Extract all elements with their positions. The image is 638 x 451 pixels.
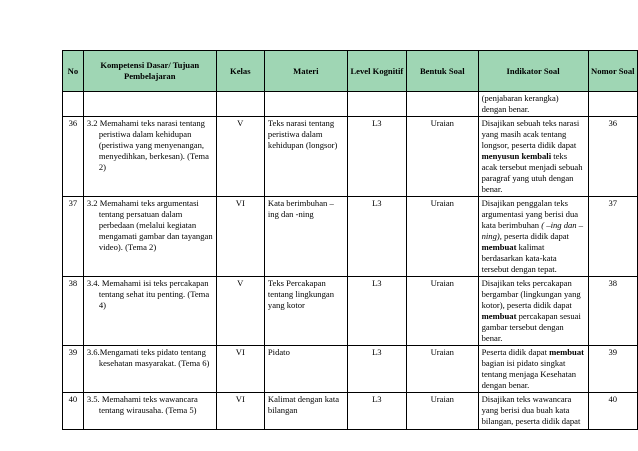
header-indikator: Indikator Soal: [478, 51, 588, 92]
cell-materi: Teks narasi tentang peristiwa dalam kehidupan (longsor): [264, 117, 347, 197]
indikator-continuation: (penjabaran kerangka) dengan benar.: [478, 92, 588, 117]
cell-kompetensi: 3.2 Memahami teks narasi tentang peristiwa dalam kehidupan (peristiwa yang menyenangan, menyedihkan, berkesan). (Tema 2): [83, 117, 216, 197]
cell-no: 37: [63, 197, 84, 277]
cell-bentuk: Uraian: [406, 393, 478, 430]
cell-kompetensi: 3.6.Mengamati teks pidato tentang kesehatan masyarakat. (Tema 6): [83, 346, 216, 393]
cell-kelas: VI: [216, 393, 264, 430]
table-row: [63, 393, 638, 430]
cell-nomor: 40: [588, 393, 637, 430]
cell-level: L3: [347, 117, 406, 197]
table-row: [63, 277, 638, 346]
cell-nomor: 37: [588, 197, 637, 277]
cell-kompetensi: 3.5. Memahami teks wawancara tentang wirausaha. (Tema 5): [83, 393, 216, 430]
header-kelas: Kelas: [216, 51, 264, 92]
cell-level: L3: [347, 277, 406, 346]
cell-no: 38: [63, 277, 84, 346]
header-no: No: [63, 51, 84, 92]
kisi-kisi-table: [62, 50, 638, 430]
cell-indikator: Disajikan teks wawancara yang berisi dua buah kata bilangan, peserta didik dapat: [478, 393, 588, 430]
table-row: [63, 346, 638, 393]
cell-no: 40: [63, 393, 84, 430]
cell-nomor: 36: [588, 117, 637, 197]
cell-kelas: V: [216, 277, 264, 346]
cell-bentuk: Uraian: [406, 117, 478, 197]
cell-materi: Teks Percakapan tentang lingkungan yang kotor: [264, 277, 347, 346]
header-row: [63, 51, 638, 92]
cell-bentuk: Uraian: [406, 277, 478, 346]
header-level: Level Kognitif: [347, 51, 406, 92]
cell-indikator: Disajikan sebuah teks narasi yang masih acak tentang longsor, peserta didik dapat menyusun kembali teks acak tersebut menjadi sebuah paragraf yang utuh dengan benar.: [478, 117, 588, 197]
table-row: [63, 197, 638, 277]
cell-level: L3: [347, 197, 406, 277]
cell-indikator: Disajikan teks percakapan bergambar (lingkungan yang kotor), peserta didik dapat membuat percakapan sesuai gambar tersebut dengan benar.: [478, 277, 588, 346]
cell-materi: Kalimat dengan kata bilangan: [264, 393, 347, 430]
cell-nomor: 38: [588, 277, 637, 346]
cell-level: L3: [347, 393, 406, 430]
cell-no: 39: [63, 346, 84, 393]
cell-kelas: V: [216, 117, 264, 197]
header-kompetensi: Kompetensi Dasar/ Tujuan Pembelajaran: [83, 51, 216, 92]
header-materi: Materi: [264, 51, 347, 92]
cell-level: L3: [347, 346, 406, 393]
cell-bentuk: Uraian: [406, 346, 478, 393]
header-nomor: Nomor Soal: [588, 51, 637, 92]
table-row: [63, 117, 638, 197]
cell-kompetensi: 3.4. Memahami isi teks percakapan tentang sehat itu penting. (Tema 4): [83, 277, 216, 346]
cell-indikator: Disajikan penggalan teks argumentasi yang berisi dua kata berimbuhan ( –ing dan –ning), peserta didik dapat membuat kalimat berdasarkan kata-kata tersebut dengan tepat.: [478, 197, 588, 277]
cell-bentuk: Uraian: [406, 197, 478, 277]
cell-kompetensi: 3.2 Memahami teks argumentasi tentang persatuan dalam perbedaan (melalui kegiatan mengamati gambar dan tayangan video). (Tema 2): [83, 197, 216, 277]
cell-no: 36: [63, 117, 84, 197]
cell-kelas: VI: [216, 346, 264, 393]
cell-materi: Kata berimbuhan –ing dan -ning: [264, 197, 347, 277]
cell-indikator: Peserta didik dapat membuat bagian isi pidato singkat tentang menjaga Kesehatan dengan benar.: [478, 346, 588, 393]
cell-materi: Pidato: [264, 346, 347, 393]
cell-nomor: 39: [588, 346, 637, 393]
table-row-continuation: [63, 92, 638, 117]
cell-kelas: VI: [216, 197, 264, 277]
header-bentuk: Bentuk Soal: [406, 51, 478, 92]
